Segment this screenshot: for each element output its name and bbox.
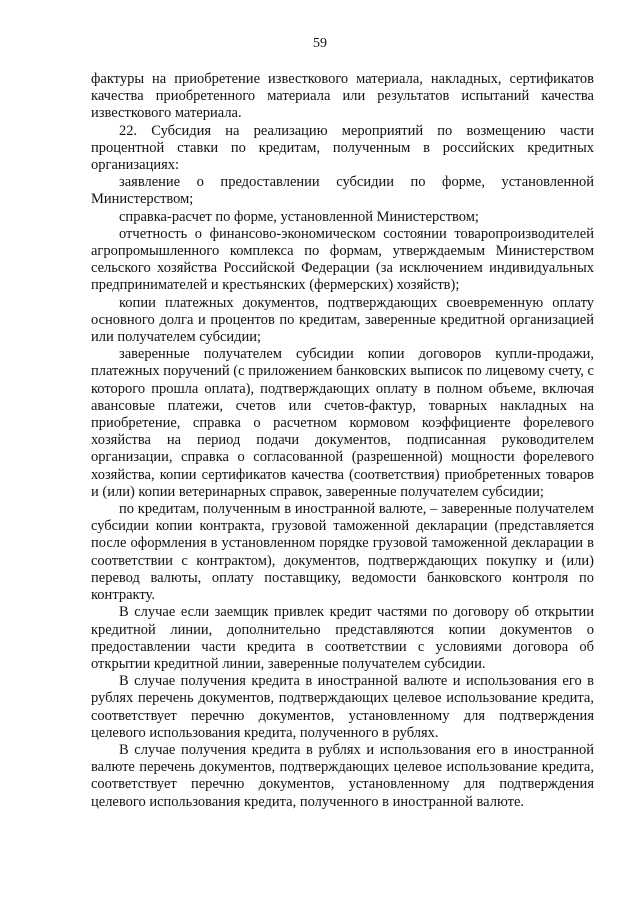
- paragraph-calculation-certificate: справка-расчет по форме, установленной Министерством;: [119, 208, 479, 225]
- paragraph-rubles-to-foreign: В случае получения кредита в рублях и использования его в иностранной валюте перечень документов, подтверждающих целевое использование кредита, соответствует перечню документов, установленному для подтверждения целевого использования кредита, полученного в иностранной валюте.: [91, 741, 594, 810]
- paragraph-contract-copies: заверенные получателем субсидии копии договоров купли-продажи, платежных поручений (с приложением банковских выписок по лицевому счету, с которого прошла оплата), подтверждающих оплату в полном объеме, включая авансовые платежи, счетов или счетов-фактур, товарных накладных на приобретение, справка о расчетном кормовом коэффициенте форелевого хозяйства на период подачи документов, подписанная руководителем организации, справка о согласованной (разрешенной) мощности форелевого хозяйства, копии сертификатов качества (соответствия) приобретенных товаров и (или) копии ветеринарных справок, заверенные получателем субсидии;: [91, 346, 594, 500]
- page-number: 59: [313, 36, 327, 51]
- paragraph-application: заявление о предоставлении субсидии по форме, установленной Министерством;: [91, 174, 594, 208]
- document-body: [91, 71, 594, 811]
- paragraph-foreign-currency-loans: по кредитам, полученным в иностранной валюте, – заверенные получателем субсидии копии контракта, грузовой таможенной декларации (представляется после оформления в установленном порядке грузовой таможенной декларации в соответствии с контрактом), документов, подтверждающих покупку и (или) перевод валюты, оплату поставщику, ведомости банковского контроля по контракту.: [91, 501, 594, 604]
- paragraph-credit-line: В случае если заемщик привлек кредит частями по договору об открытии кредитной линии, дополнительно представляются копии документов о предоставлении части кредита в соответствии с условиями договора об открытии кредитной линии, заверенные получателем субсидии.: [91, 604, 594, 672]
- paragraph-continuation: фактуры на приобретение известкового материала, накладных, сертификатов качества приобретенного материала или результатов испытаний качества известкового материала.: [91, 71, 594, 122]
- paragraph-payment-documents: копии платежных документов, подтверждающих своевременную оплату основного долга и процентов по кредитам, заверенные кредитной организацией или получателем субсидии;: [91, 294, 594, 346]
- paragraph-section-22: 22. Субсидия на реализацию мероприятий по возмещению части процентной ставки по кредитам, полученным в российских кредитных организациях:: [91, 122, 594, 174]
- paragraph-foreign-to-rubles: В случае получения кредита в иностранной валюте и использования его в рублях перечень документов, подтверждающих целевое использование кредита, соответствует перечню документов, установленному для подтверждения целевого использования кредита, полученного в рублях.: [91, 673, 594, 741]
- paragraph-financial-reporting: отчетность о финансово-экономическом состоянии товаропроизводителей агропромышленного комплекса по формам, утверждаемым Министерством сельского хозяйства Российской Федерации (за исключением индивидуальных предпринимателей и крестьянских (фермерских) хозяйств);: [91, 225, 594, 294]
